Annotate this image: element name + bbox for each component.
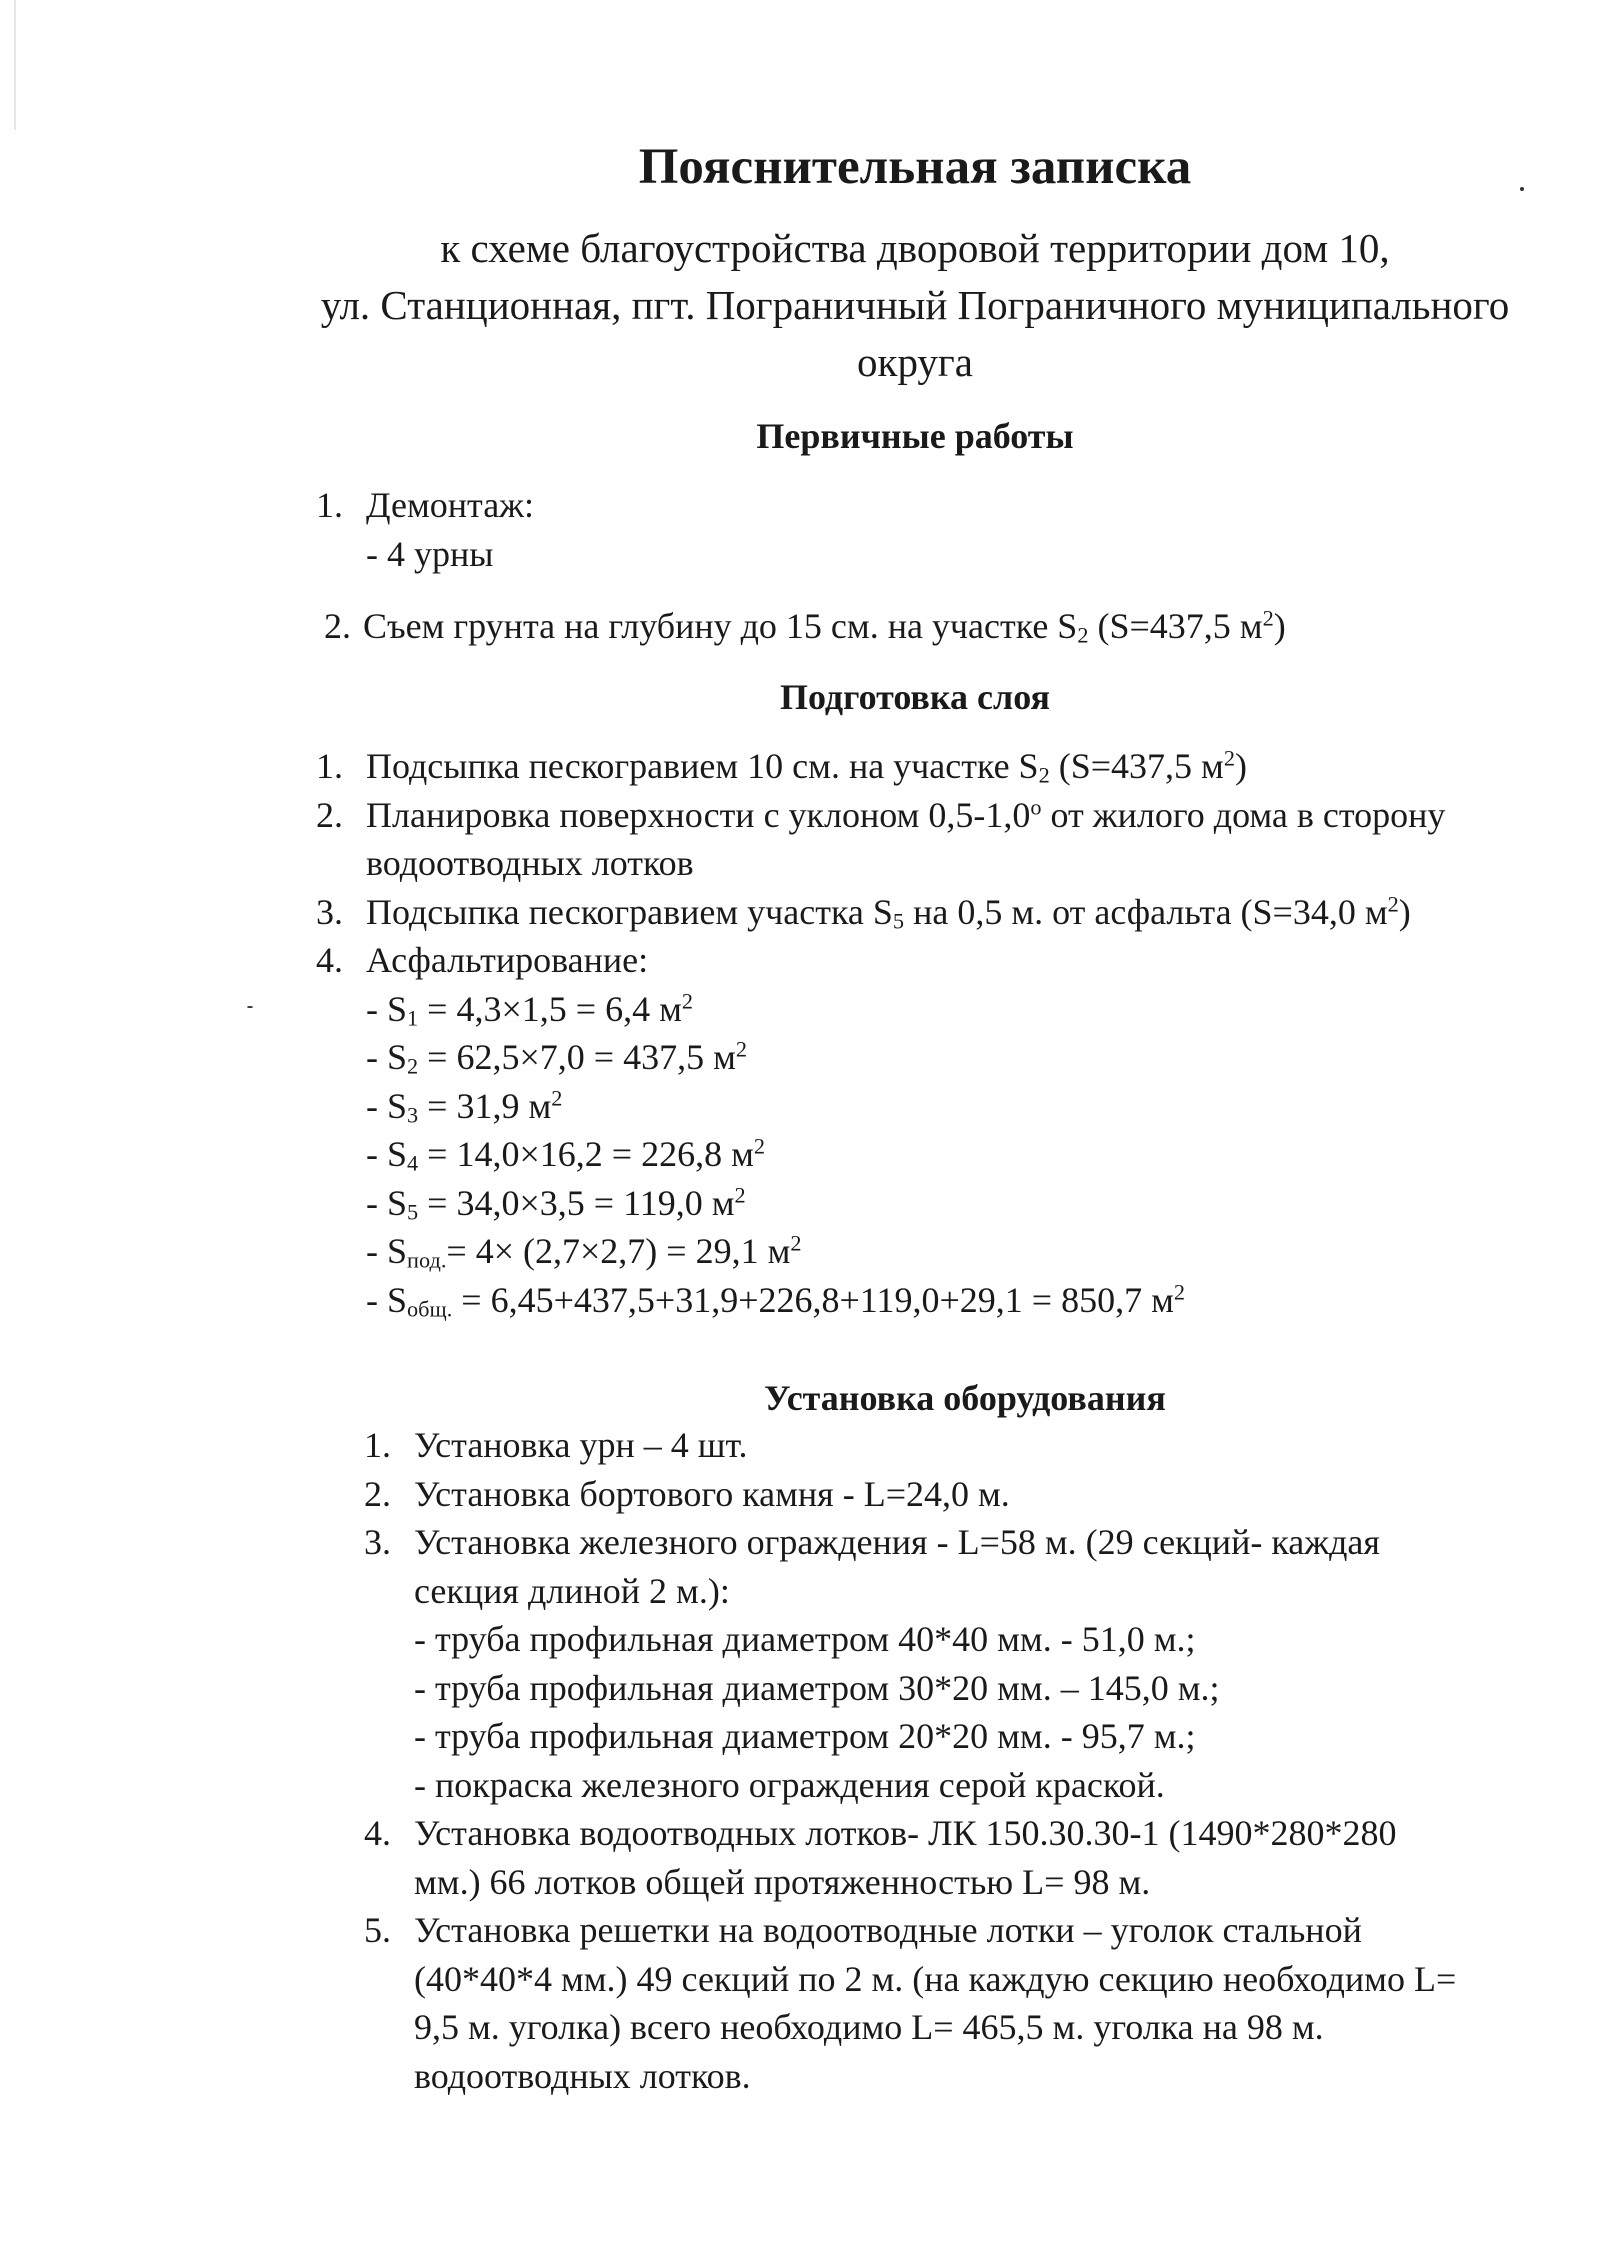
area-line: - $S_2 = 62,5\times 7,0 = 437,5$ $м^2$ (366, 1036, 748, 1079)
equipment-item-5 (364, 1906, 1544, 2100)
layer-item-1 (316, 742, 1576, 791)
item-line: секция длиной 2 м.): (414, 1570, 730, 1611)
item-number: 1. (316, 746, 343, 786)
item-line: водоотводных лотков. (414, 2055, 751, 2096)
item-number: 4. (316, 940, 343, 980)
item-number: 4. (364, 1813, 391, 1853)
item-text: Установка урн – 4 шт. (414, 1425, 748, 1465)
area-line: - $S_{под.}= 4\times (2,7\times 2,7) = 29,1$ $м^2$ (366, 1230, 802, 1273)
layer-item-4 (316, 936, 1576, 1324)
equipment-item-2 (364, 1470, 1544, 1519)
item-number: 3. (316, 891, 343, 932)
subtitle-line: ул. Станционная, пгт. Пограничный Пограничного муниципального (320, 282, 1510, 328)
section-heading-equipment: Установка оборудования (764, 1378, 1166, 1418)
item-number: 3. (364, 1522, 391, 1562)
item-line: мм.) 66 лотков общей протяженностью L= 98 м. (414, 1861, 1151, 1902)
item-line: 9,5 м. уголка) всего необходимо L= 465,5 м. уголка на 98 м. (414, 2007, 1324, 2047)
document-title: Пояснительная записка (638, 139, 1192, 195)
item-line: Установка железного ограждения - L=58 м. (29 секций- каждая (414, 1522, 1380, 1562)
item-line: - труба профильная диаметром 20*20 мм. - 95,7 м.; (414, 1716, 1196, 1756)
area-line: - $S_4 = 14,0\times 16,2 = 226,8$ $м^2$ (366, 1133, 766, 1176)
item-continuation: водоотводных лотков (366, 843, 694, 883)
item-number: 5. (364, 1910, 391, 1950)
item-number: 2. (324, 606, 351, 646)
subtitle-line: к схеме благоустройства дворовой территории дом 10, (440, 225, 1390, 271)
item-number: 1. (316, 485, 343, 525)
section-heading-primary: Первичные работы (756, 416, 1074, 456)
equipment-item-1 (364, 1421, 1544, 1470)
layer-list (316, 742, 1576, 1324)
equipment-item-3 (364, 1518, 1544, 1809)
primary-item-2 (324, 602, 1584, 651)
primary-item-1 (316, 481, 1576, 578)
item-number: 2. (316, 794, 343, 835)
scan-speck (247, 1006, 253, 1008)
equipment-list (364, 1421, 1544, 2100)
layer-item-3 (316, 888, 1576, 937)
section-heading-layer: Подготовка слоя (779, 677, 1051, 717)
item-text: Съем грунта на глубину до 15 см. на участке $S_2$ (S=437,5 $м^2$) (363, 605, 1286, 648)
item-line: (40*40*4 мм.) 49 секций по 2 м. (на каждую секцию необходимо L= (414, 1958, 1457, 1999)
item-text: Установка бортового камня - L=24,0 м. (414, 1473, 1010, 1514)
item-number: 1. (364, 1425, 391, 1465)
equipment-item-4 (364, 1809, 1544, 1906)
item-text: Подсыпка пескогравием участка $S_5$ на 0,5 м. от асфальта (S=34,0 $м^2$) (366, 891, 1411, 933)
item-text: Планировка поверхности с уклоном $0,5-1,0^о$ от жилого дома в сторону (366, 794, 1446, 835)
item-text: Подсыпка пескогравием 10 см. на участке $S_2$ (S=437,5 $м^2$) (366, 745, 1247, 788)
item-line: Установка водоотводных лотков- ЛК 150.30.30-1 (1490*280*280 (414, 1813, 1397, 1853)
area-line: - $S_{общ.} = 6,45+437,5+31,9+226,8+119,0+29,1 = 850,7$ $м^2$ (366, 1279, 1186, 1321)
area-line: - $S_3 = 31,9$ $м^2$ (366, 1085, 563, 1127)
item-line: - труба профильная диаметром 40*40 мм. - 51,0 м.; (414, 1619, 1196, 1659)
item-line: - труба профильная диаметром 30*20 мм. – 145,0 м.; (414, 1667, 1220, 1708)
scan-edge (14, 0, 16, 130)
area-line: - $S_1 = 4,3\times 1,5 = 6,4$ $м^2$ (366, 988, 694, 1030)
item-text: Демонтаж: (366, 485, 535, 525)
subtitle-line: округа (857, 339, 973, 385)
area-line: - $S_5 = 34,0\times 3,5 = 119,0$ $м^2$ (366, 1182, 746, 1224)
item-text: Асфальтирование: (366, 940, 649, 980)
item-line: Установка решетки на водоотводные лотки – уголок стальной (414, 1910, 1362, 1950)
item-number: 2. (364, 1473, 391, 1514)
item-line: - покраска железного ограждения серой краской. (414, 1764, 1165, 1805)
document-subtitle (260, 220, 1570, 391)
layer-item-2 (316, 791, 1576, 888)
item-subline: - 4 урны (366, 533, 494, 574)
